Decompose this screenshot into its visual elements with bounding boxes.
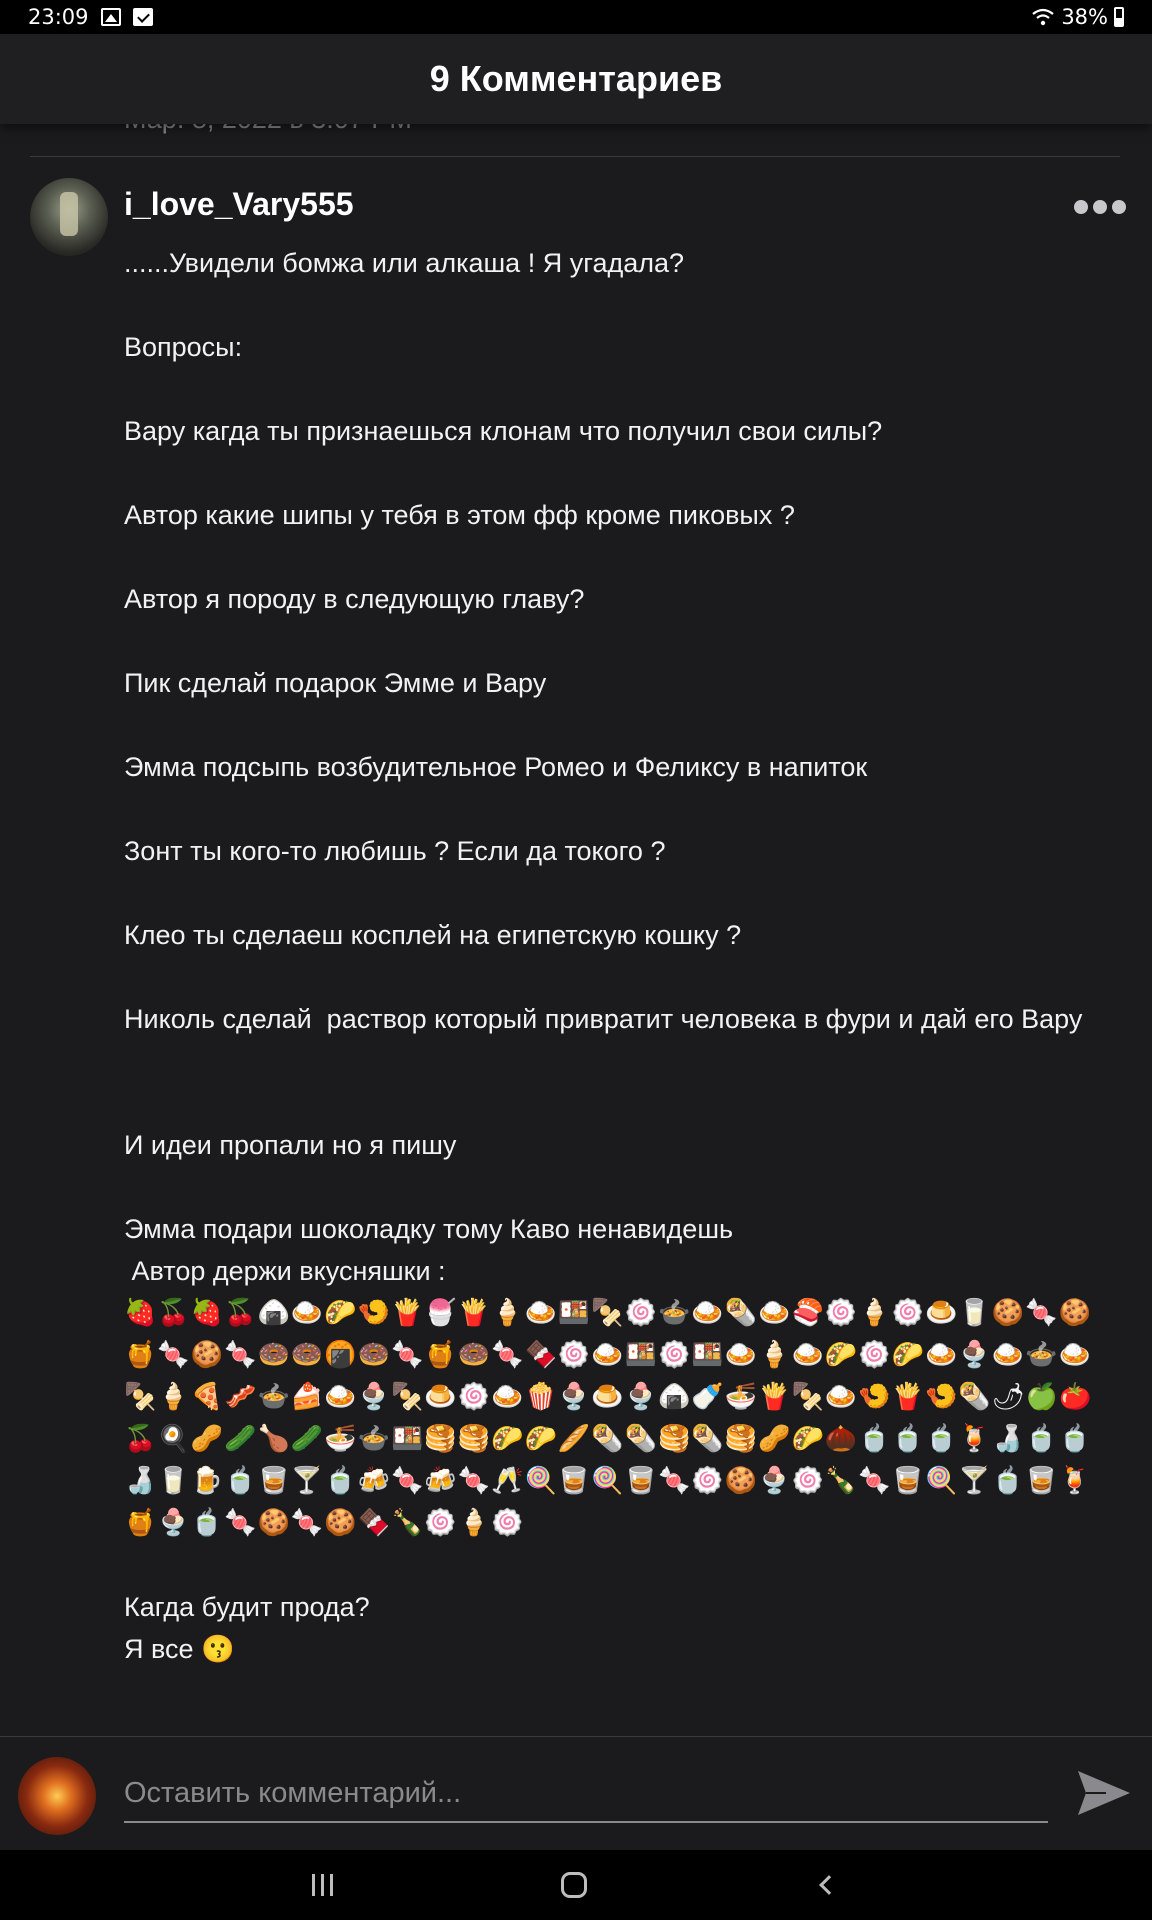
battery-level: 38% <box>1061 5 1108 29</box>
send-icon <box>1076 1767 1132 1819</box>
comment-line: И идеи пропали но я пишу <box>124 1130 457 1160</box>
comment-line: Автор держи вкусняшки : <box>124 1256 446 1286</box>
comment-username[interactable]: i_love_Vary555 <box>124 186 354 222</box>
back-icon <box>819 1875 839 1895</box>
check-icon <box>133 8 153 26</box>
recents-icon <box>312 1874 333 1896</box>
image-icon <box>101 8 121 26</box>
comment-line: Автор я породу в следующую главу? <box>124 584 585 614</box>
comment-line: Кагда будит прода? <box>124 1592 370 1622</box>
comment-line: Я все 😗 <box>124 1634 235 1664</box>
wifi-icon <box>1031 8 1055 26</box>
battery-icon <box>1114 7 1124 27</box>
status-bar <box>0 0 1152 34</box>
comment-line: Эмма подари шоколадку тому Каво ненавидешь <box>124 1214 734 1244</box>
comment-line: Николь сделай раствор который привратит человека в фури и дай его Вару <box>124 1004 1083 1034</box>
status-time: 23:09 <box>28 5 89 29</box>
comment-line: Эмма подсыпь возбудительное Ромео и Феликсу в напиток <box>124 752 868 782</box>
back-button[interactable] <box>766 1850 886 1920</box>
comment-line: Автор какие шипы у тебя в этом фф кроме пиковых ? <box>124 500 795 530</box>
home-button[interactable] <box>514 1850 634 1920</box>
recents-button[interactable] <box>262 1850 382 1920</box>
my-avatar <box>18 1757 96 1835</box>
emoji-line: 🍓🍒🍓🍒🍙🍛🌮🍤🍟🍧🍟🍦🍛🍱🍢🍥🍲🍛🌯🍛🍣🍥🍦🍥🍮🥛🍪🍬🍪🍯🍬🍪🍬🍩🍩🍘🍩🍬🍯🍩🍬🍫🍥🍛🍱🍥🍱🍛🍦🍛🌮🍥🌮🍛🍨🍛🍲🍛🍢🍦🍕🥓🍲🍰🍛🍨🍢🍮🍥🍛🍿🍨🍮🍨🍙🍼🍜🍟🍢🍛🍤🍟🍤🌯🌶🍏🍅🍒🍳🥜🥒🍗🥒🍜🍲🍱🥞🥞🌮🌮🥖🌯🌯🥞🌯🥞🥜🌮🌰🍵🍵🍵🍹🍶🍵🍵🍶🥛🍺🍵🥃🍸🍵🍻🍬🍻🍬🥂🍭🥃🍭🥃🍬🍥🍪🍨🍥🍾🍬🥃🍭🍸🍵🥃🍹🍯🍨🍵🍬🍪🍬🍪🍫🍾🍥🍦🍥 <box>124 1298 1093 1538</box>
comment-line: Вару кагда ты признаешься клонам что получил свои силы? <box>124 416 883 446</box>
comments-header <box>0 34 1152 124</box>
home-icon <box>561 1872 587 1898</box>
comment-divider <box>30 156 1120 157</box>
send-button[interactable] <box>1076 1767 1132 1819</box>
comments-list[interactable] <box>0 124 1152 1736</box>
comment-text <box>124 242 1104 1670</box>
comment-input[interactable] <box>124 1765 1048 1823</box>
comment-input-bar <box>0 1736 1152 1850</box>
comment-line: ......Увидели бомжа или алкаша ! Я угадала? <box>124 248 685 278</box>
avatar[interactable] <box>30 178 108 256</box>
comment-line: Пик сделай подарок Эмме и Вару <box>124 668 547 698</box>
comment-line: Вопросы: <box>124 332 243 362</box>
more-options-icon[interactable] <box>1074 200 1126 216</box>
page-title: 9 Комментариев <box>429 58 723 99</box>
comment-line: Зонт ты кого-то любишь ? Если да токого ? <box>124 836 666 866</box>
navigation-bar <box>0 1850 1152 1920</box>
comment-line: Клео ты сделаеш косплей на египетскую кошку ? <box>124 920 742 950</box>
